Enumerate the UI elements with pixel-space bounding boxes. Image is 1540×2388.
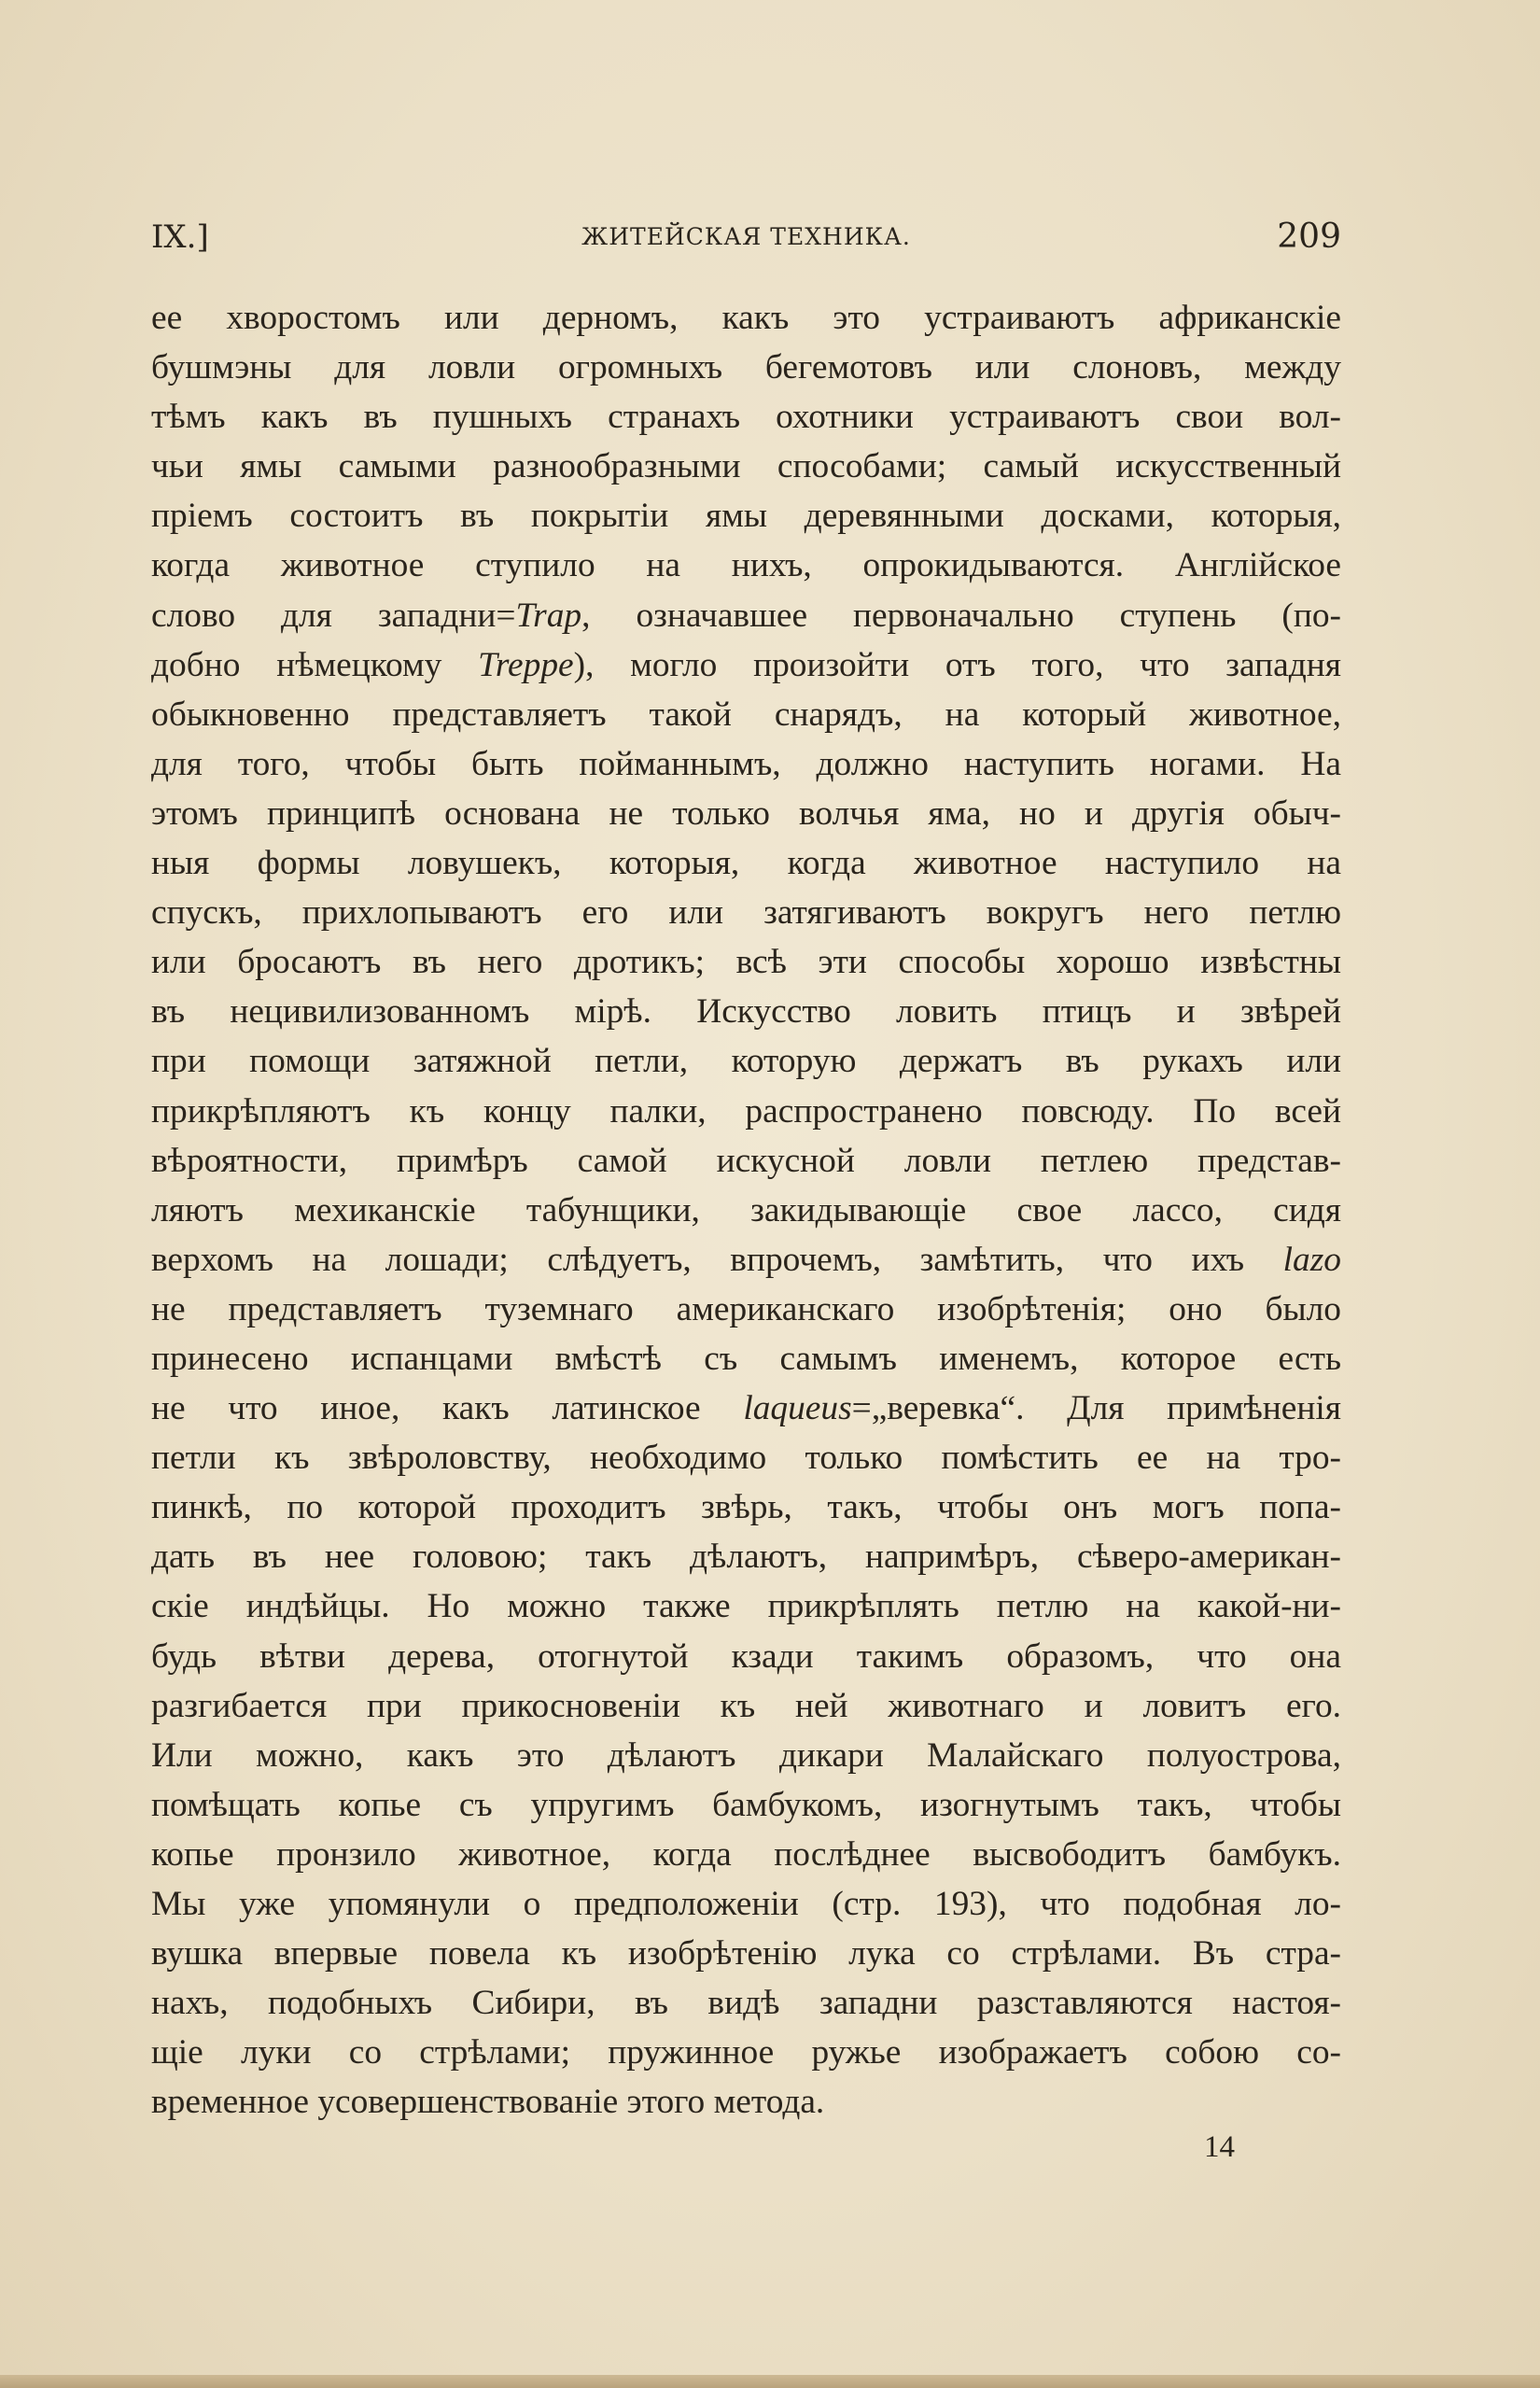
body-text <box>151 293 1341 2127</box>
text-line: пинкѣ, по которой проходитъ звѣрь, такъ, чтобы онъ могъ попа- <box>151 1488 1341 1527</box>
text-line: спускъ, прихлопываютъ его или затягиваютъ вокругъ него петлю <box>151 893 1341 933</box>
text-line: ныя формы ловушекъ, которыя, когда животное наступило на <box>151 844 1341 883</box>
text-line: чьи ямы самыми разнообразными способами; самый искусственный <box>151 447 1341 486</box>
text-line: будь вѣтви дерева, отогнутой кзади такимъ образомъ, что она <box>151 1636 1341 1676</box>
text-line: скіе индѣйцы. Но можно также прикрѣплять петлю на какой-ни- <box>151 1587 1341 1626</box>
page-number: 209 <box>1277 218 1341 256</box>
text-line: бушмэны для ловли огромныхъ бегемотовъ или слоновъ, между <box>151 348 1341 387</box>
text-line: прикрѣпляютъ къ концу палки, распространено повсюду. По всей <box>151 1091 1341 1131</box>
text-line: добно нѣмецкому Treppe), могло произойти отъ того, что западня <box>151 645 1341 684</box>
text-line: при помощи затяжной петли, которую держатъ въ рукахъ или <box>151 1042 1341 1081</box>
text-line: этомъ принципѣ основана не только волчья яма, но и другія обыч- <box>151 794 1341 833</box>
running-header <box>151 217 1341 258</box>
text-line: когда животное ступило на нихъ, опрокидываются. Англійское <box>151 546 1341 585</box>
text-line: нахъ, подобныхъ Сибири, въ видѣ западни разставляются настоя- <box>151 1984 1341 2023</box>
running-title: ЖИТЕЙСКАЯ ТЕХНИКА. <box>581 223 911 250</box>
text-line: помѣщать копье съ упругимъ бамбукомъ, изогнутымъ такъ, чтобы <box>151 1785 1341 1824</box>
text-line: петли къ звѣроловству, необходимо только помѣстить ее на тро- <box>151 1439 1341 1478</box>
text-line: тѣмъ какъ въ пушныхъ странахъ охотники устраиваютъ свои вол- <box>151 398 1341 437</box>
text-line: ее хворостомъ или дерномъ, какъ это устраиваютъ африканскіе <box>151 299 1341 337</box>
text-line: Мы уже упомянули о предположеніи (стр. 193), что подобная ло- <box>151 1885 1341 1923</box>
text-line: для того, чтобы быть пойманнымъ, должно наступить ногами. На <box>151 744 1341 783</box>
text-line: въ нецивилизованномъ мірѣ. Искусство ловить птицъ и звѣрей <box>151 992 1341 1032</box>
text-line: копье пронзило животное, когда послѣднее высвободитъ бамбукъ. <box>151 1834 1341 1874</box>
text-line: обыкновенно представляетъ такой снарядъ, на который животное, <box>151 695 1341 734</box>
text-line: разгибается при прикосновеніи къ ней животнаго и ловитъ его. <box>151 1686 1341 1725</box>
text-line: пріемъ состоитъ въ покрытіи ямы деревянными досками, которыя, <box>151 497 1341 536</box>
text-line: верхомъ на лошади; слѣдуетъ, впрочемъ, замѣтить, что ихъ lazo <box>151 1240 1341 1279</box>
page-edge <box>0 2375 1540 2388</box>
text-line: не что иное, какъ латинское laqueus=„веревка“. Для примѣненія <box>151 1389 1341 1428</box>
text-line: ляютъ мехиканскіе табунщики, закидывающіе свое лассо, сидя <box>151 1190 1341 1229</box>
text-line: слово для западни=Trap, означавшее первоначально ступень (по- <box>151 596 1341 635</box>
text-line: Или можно, какъ это дѣлаютъ дикари Малайскаго полуострова, <box>151 1735 1341 1775</box>
text-line: дать въ нее головою; такъ дѣлаютъ, напримѣръ, сѣверо-американ- <box>151 1538 1341 1577</box>
text-line: не представляетъ туземнаго американскаго изобрѣтенія; оно было <box>151 1289 1341 1328</box>
text-line: принесено испанцами вмѣстѣ съ самымъ именемъ, которое есть <box>151 1339 1341 1378</box>
text-line: вушка впервые повела къ изобрѣтенію лука со стрѣлами. Въ стра- <box>151 1934 1341 1974</box>
text-line: вѣроятности, примѣръ самой искусной ловли петлею представ- <box>151 1141 1341 1180</box>
text-line: или бросаютъ въ него дротикъ; всѣ эти способы хорошо извѣстны <box>151 943 1341 982</box>
text-line: временное усовершенствованіе этого метода. <box>151 2083 825 2122</box>
chapter-marker: IX.] <box>151 218 209 256</box>
signature-mark: 14 <box>1204 2130 1235 2164</box>
text-line: щіе луки со стрѣлами; пружинное ружье изображаетъ собою со- <box>151 2033 1341 2072</box>
